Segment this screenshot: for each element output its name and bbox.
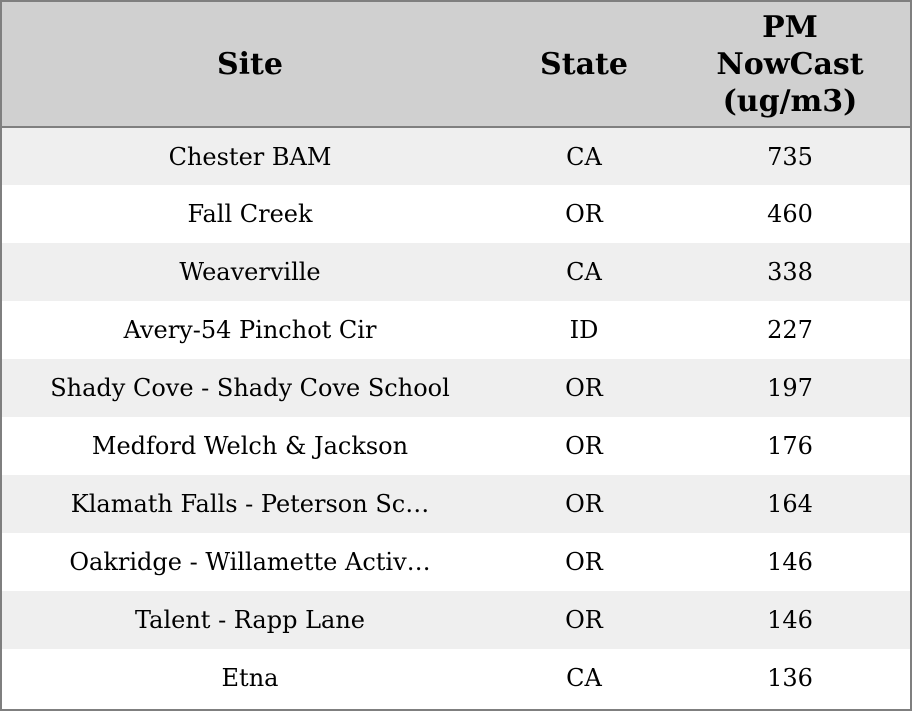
state-cell: CA <box>566 142 602 171</box>
pm-value-cell: 197 <box>767 374 813 402</box>
site-cell: Medford Welch & Jackson <box>91 432 409 460</box>
state-cell: OR <box>565 432 603 460</box>
table-row[interactable] <box>2 127 910 185</box>
site-cell: Shady Cove - Shady Cove School <box>50 374 450 402</box>
header-row <box>2 2 910 127</box>
pm-header-line-1: PM <box>762 9 818 45</box>
pm-value-cell: 146 <box>767 606 813 634</box>
state-cell: CA <box>566 258 602 286</box>
column-header-site[interactable]: Site <box>2 2 498 127</box>
state-cell: OR <box>565 374 603 402</box>
site-cell: Chester BAM <box>168 142 332 171</box>
column-header-state[interactable]: State <box>498 2 670 127</box>
table-row[interactable] <box>2 243 910 301</box>
state-cell: ID <box>569 316 599 344</box>
state-cell: OR <box>565 200 603 228</box>
pm-header-line-3: (ug/m3) <box>722 83 858 119</box>
table-row[interactable] <box>2 475 910 533</box>
pm-value-cell: 338 <box>767 258 813 286</box>
site-cell: Weaverville <box>179 258 321 286</box>
site-cell: Etna <box>221 664 279 692</box>
state-cell: OR <box>565 490 603 518</box>
column-header-pm-nowcast[interactable] <box>670 2 910 127</box>
state-cell: OR <box>565 606 603 634</box>
state-cell: OR <box>565 548 603 576</box>
site-cell: Oakridge - Willamette Activ… <box>69 548 431 576</box>
pm-header-line-2: NowCast <box>716 46 864 82</box>
table-row[interactable] <box>2 591 910 649</box>
site-cell: Talent - Rapp Lane <box>135 606 365 634</box>
pm-value-cell: 176 <box>767 432 813 460</box>
table-row[interactable] <box>2 359 910 417</box>
site-cell: Avery-54 Pinchot Cir <box>123 316 377 344</box>
table-row[interactable] <box>2 301 910 359</box>
table-row[interactable] <box>2 533 910 591</box>
pm-value-cell: 146 <box>767 548 813 576</box>
table-row[interactable] <box>2 649 910 707</box>
site-cell: Fall Creek <box>187 200 313 228</box>
pm-value-cell: 227 <box>767 316 813 344</box>
pm-value-cell: 136 <box>767 664 813 692</box>
pm-value-cell: 735 <box>767 142 813 171</box>
table-row[interactable] <box>2 185 910 243</box>
pm-value-cell: 164 <box>767 490 813 518</box>
site-cell: Klamath Falls - Peterson Sc… <box>70 490 430 518</box>
table-row[interactable] <box>2 417 910 475</box>
pm-nowcast-table <box>2 2 910 707</box>
pm-value-cell: 460 <box>767 200 813 228</box>
state-cell: CA <box>566 664 602 692</box>
